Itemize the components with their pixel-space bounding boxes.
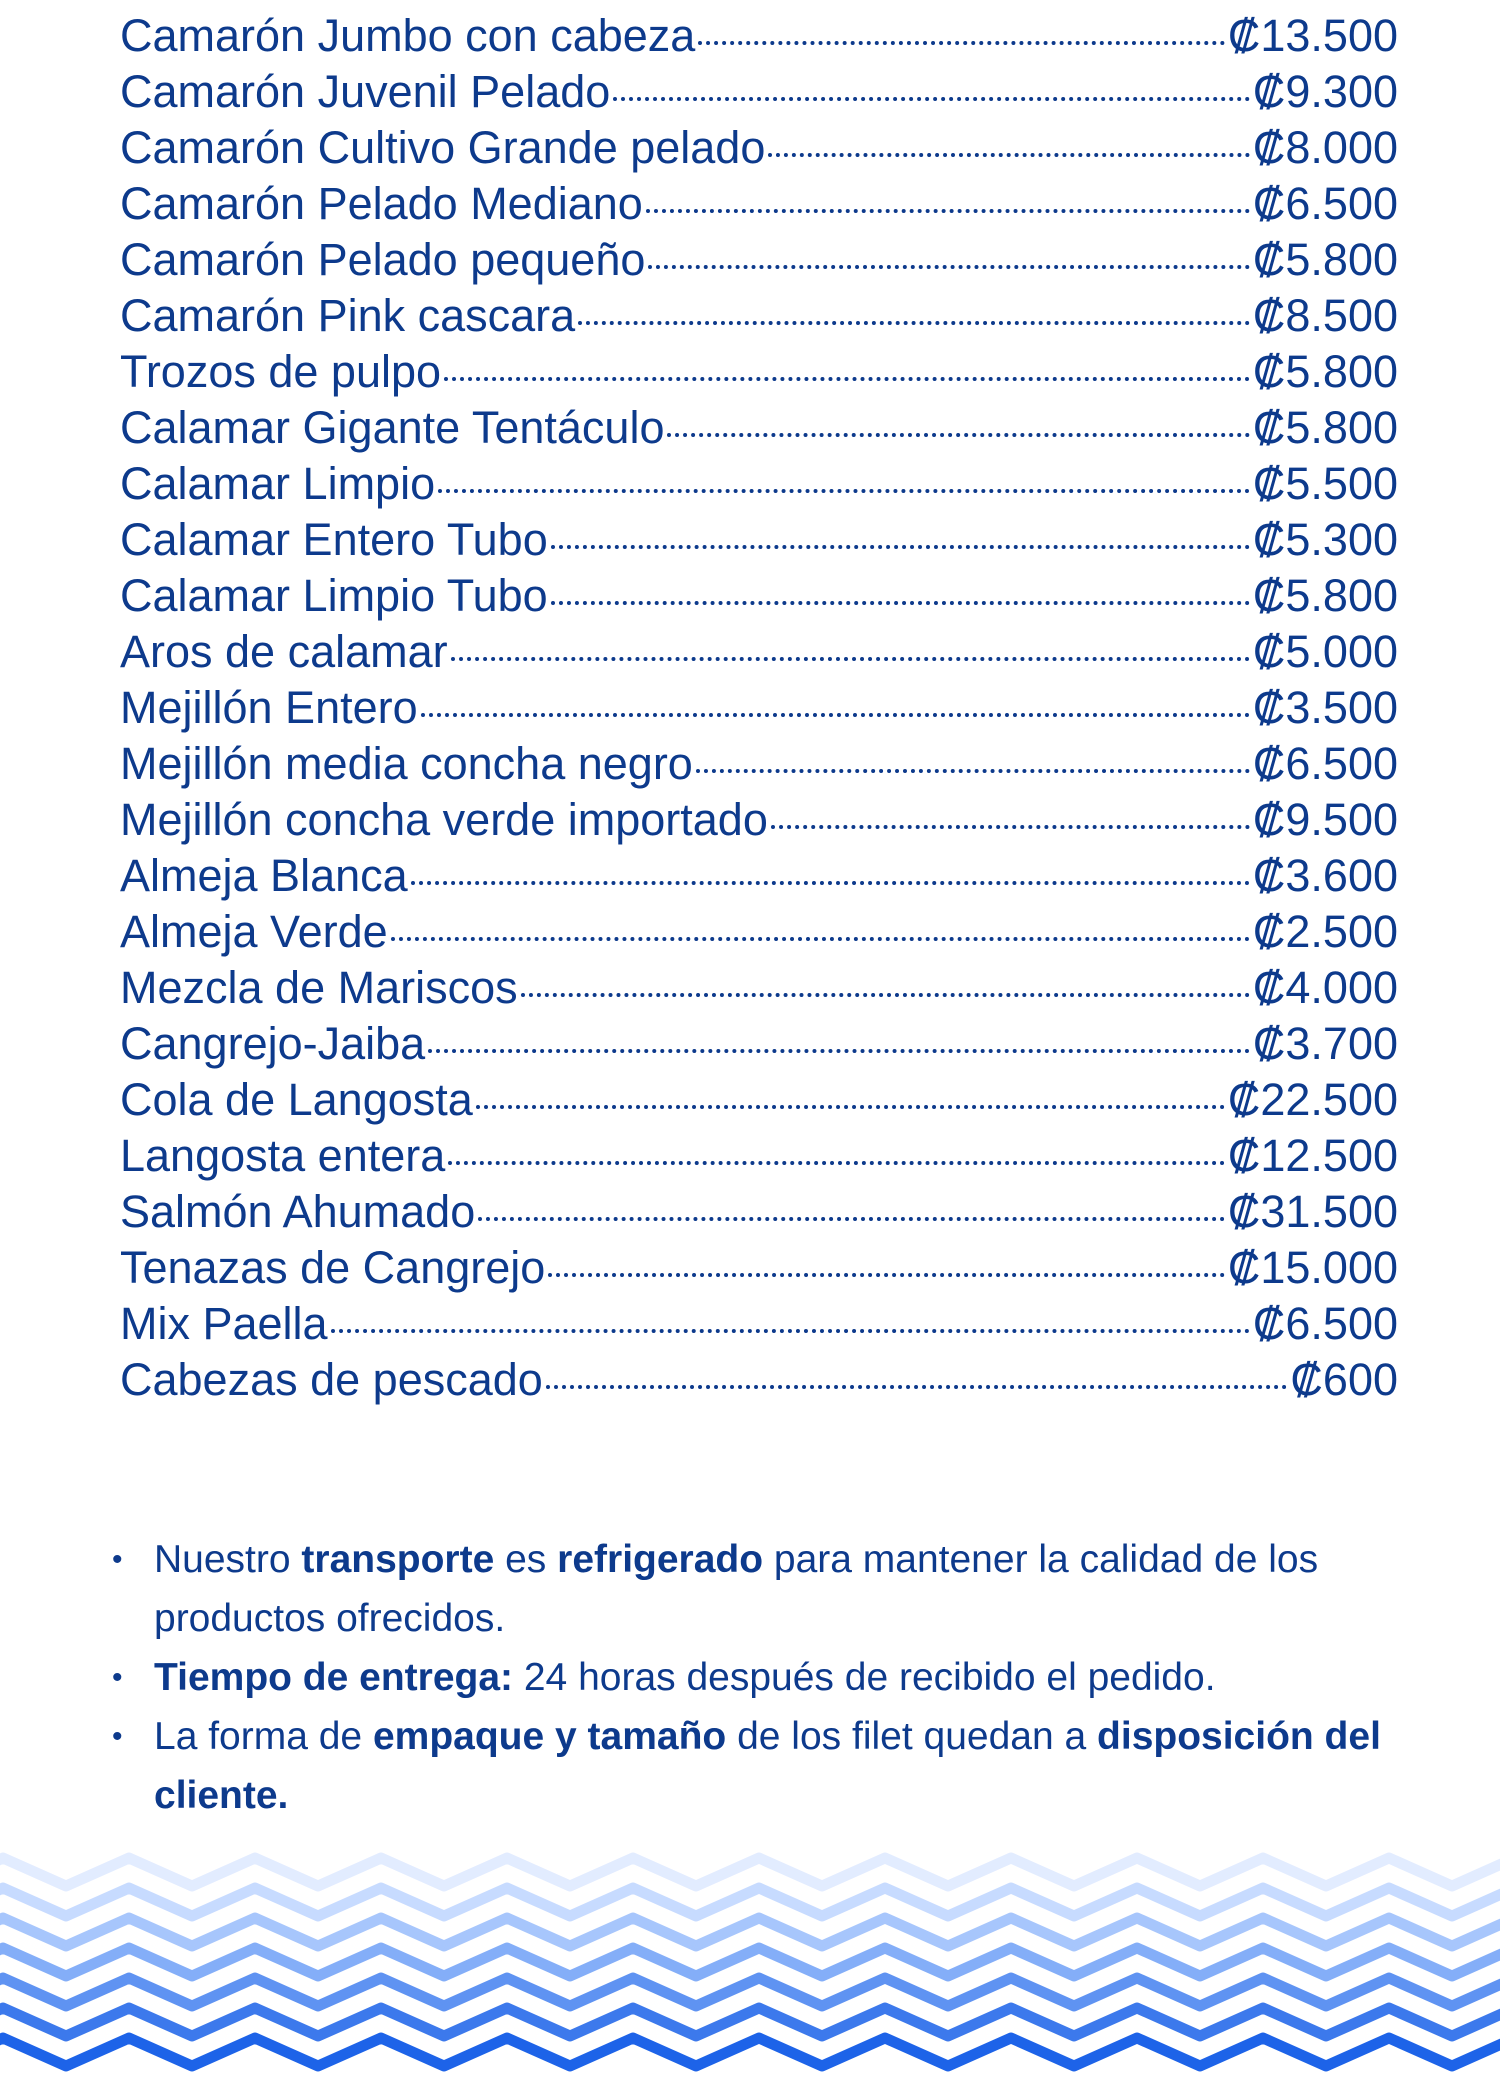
item-price: ₡6.500: [1252, 738, 1398, 789]
price-row: [120, 400, 1398, 456]
dot-leader: [438, 489, 1250, 493]
wave-line: [0, 1948, 1500, 1976]
note-bold: empaque y tamaño: [372, 1715, 727, 1758]
note-packaging: [108, 1707, 1388, 1825]
wave-line: [0, 1978, 1500, 2006]
dot-leader: [521, 993, 1250, 997]
dot-leader: [546, 1385, 1288, 1389]
wave-line: [0, 2038, 1500, 2066]
item-name: Calamar Limpio Tubo: [120, 570, 548, 621]
notes-list: [108, 1530, 1388, 1825]
item-name: Camarón Cultivo Grande pelado: [120, 122, 766, 173]
note-text: 24 horas después de recibido el pedido.: [513, 1656, 1216, 1699]
item-price: ₡600: [1290, 1354, 1398, 1405]
item-name: Camarón Pink cascara: [120, 290, 576, 341]
item-name: Camarón Jumbo con cabeza: [120, 10, 696, 61]
item-price: ₡12.500: [1227, 1130, 1398, 1181]
item-name: Camarón Pelado pequeño: [120, 234, 646, 285]
note-bold: disposición del cliente.: [154, 1715, 1381, 1817]
dot-leader: [391, 937, 1250, 941]
item-price: ₡5.500: [1252, 458, 1398, 509]
dot-leader: [551, 601, 1250, 605]
price-row: [120, 848, 1398, 904]
price-row: [120, 624, 1398, 680]
price-row: [120, 64, 1398, 120]
item-price: ₡6.500: [1252, 1298, 1398, 1349]
price-row: [120, 1240, 1398, 1296]
item-price: ₡9.300: [1252, 66, 1398, 117]
dot-leader: [646, 209, 1250, 213]
price-row: [120, 736, 1398, 792]
item-name: Almeja Blanca: [120, 850, 408, 901]
bullet-icon: •: [112, 1661, 123, 1694]
item-price: ₡5.800: [1252, 570, 1398, 621]
price-row: [120, 344, 1398, 400]
item-price: ₡6.500: [1252, 178, 1398, 229]
dot-leader: [667, 433, 1249, 437]
price-row: [120, 1352, 1398, 1408]
note-text: para mantener la calidad de los productos ofrecidos.: [154, 1538, 1319, 1640]
price-list: [120, 8, 1398, 1408]
item-price: ₡13.500: [1227, 10, 1398, 61]
item-price: ₡5.300: [1252, 514, 1398, 565]
item-name: Langosta entera: [120, 1130, 446, 1181]
item-price: ₡5.800: [1252, 234, 1398, 285]
price-row: [120, 8, 1398, 64]
price-row: [120, 176, 1398, 232]
dot-leader: [478, 1217, 1225, 1221]
item-name: Camarón Juvenil Pelado: [120, 66, 611, 117]
note-text: es: [494, 1538, 558, 1581]
item-name: Almeja Verde: [120, 906, 388, 957]
price-row: [120, 1184, 1398, 1240]
price-row: [120, 232, 1398, 288]
dot-leader: [578, 321, 1250, 325]
dot-leader: [768, 153, 1250, 157]
item-price: ₡15.000: [1227, 1242, 1398, 1293]
note-text: de los filet quedan a: [726, 1715, 1098, 1758]
dot-leader: [476, 1105, 1225, 1109]
item-name: Camarón Pelado Mediano: [120, 178, 643, 229]
item-price: ₡5.800: [1252, 402, 1398, 453]
bullet-icon: •: [112, 1720, 123, 1753]
item-price: ₡5.000: [1252, 626, 1398, 677]
note-transport: [108, 1530, 1388, 1648]
price-row: [120, 120, 1398, 176]
wave-decoration: [0, 1852, 1500, 2080]
price-row: [120, 1016, 1398, 1072]
price-row: [120, 1072, 1398, 1128]
item-name: Calamar Entero Tubo: [120, 514, 548, 565]
dot-leader: [428, 1049, 1250, 1053]
dot-leader: [331, 1329, 1250, 1333]
item-name: Calamar Limpio: [120, 458, 436, 509]
item-name: Mejillón concha verde importado: [120, 794, 768, 845]
dot-leader: [696, 769, 1250, 773]
item-price: ₡22.500: [1227, 1074, 1398, 1125]
item-price: ₡2.500: [1252, 906, 1398, 957]
item-name: Aros de calamar: [120, 626, 448, 677]
item-name: Mejillón Entero: [120, 682, 418, 733]
dot-leader: [613, 97, 1250, 101]
dot-leader: [548, 1273, 1225, 1277]
item-name: Mezcla de Mariscos: [120, 962, 518, 1013]
item-name: Salmón Ahumado: [120, 1186, 476, 1237]
item-price: ₡3.600: [1252, 850, 1398, 901]
dot-leader: [648, 265, 1250, 269]
dot-leader: [451, 657, 1250, 661]
item-price: ₡8.500: [1252, 290, 1398, 341]
item-name: Cangrejo-Jaiba: [120, 1018, 426, 1069]
note-bold: Tiempo de entrega:: [154, 1656, 514, 1699]
dot-leader: [411, 881, 1250, 885]
note-text: La forma de: [154, 1715, 373, 1758]
price-row: [120, 512, 1398, 568]
item-name: Mejillón media concha negro: [120, 738, 693, 789]
wave-line: [0, 1858, 1500, 1886]
price-row: [120, 1296, 1398, 1352]
item-name: Trozos de pulpo: [120, 346, 442, 397]
note-delivery-time: [108, 1648, 1388, 1707]
item-name: Cabezas de pescado: [120, 1354, 543, 1405]
item-price: ₡5.800: [1252, 346, 1398, 397]
dot-leader: [444, 377, 1250, 381]
price-row: [120, 1128, 1398, 1184]
note-text: Nuestro: [154, 1538, 302, 1581]
note-bold: refrigerado: [557, 1538, 764, 1581]
price-row: [120, 456, 1398, 512]
item-price: ₡31.500: [1227, 1186, 1398, 1237]
price-row: [120, 792, 1398, 848]
wave-line: [0, 1918, 1500, 1946]
wave-line: [0, 2008, 1500, 2036]
item-price: ₡3.500: [1252, 682, 1398, 733]
dot-leader: [698, 41, 1225, 45]
price-row: [120, 680, 1398, 736]
price-row: [120, 904, 1398, 960]
bullet-icon: •: [112, 1543, 123, 1576]
dot-leader: [448, 1161, 1225, 1165]
item-price: ₡3.700: [1252, 1018, 1398, 1069]
item-name: Tenazas de Cangrejo: [120, 1242, 546, 1293]
dot-leader: [551, 545, 1250, 549]
note-bold: transporte: [301, 1538, 495, 1581]
price-row: [120, 288, 1398, 344]
item-price: ₡8.000: [1252, 122, 1398, 173]
item-name: Mix Paella: [120, 1298, 328, 1349]
item-name: Cola de Langosta: [120, 1074, 473, 1125]
price-row: [120, 960, 1398, 1016]
item-price: ₡4.000: [1252, 962, 1398, 1013]
dot-leader: [421, 713, 1250, 717]
dot-leader: [771, 825, 1250, 829]
item-name: Calamar Gigante Tentáculo: [120, 402, 665, 453]
price-row: [120, 568, 1398, 624]
wave-line: [0, 1888, 1500, 1916]
item-price: ₡9.500: [1252, 794, 1398, 845]
